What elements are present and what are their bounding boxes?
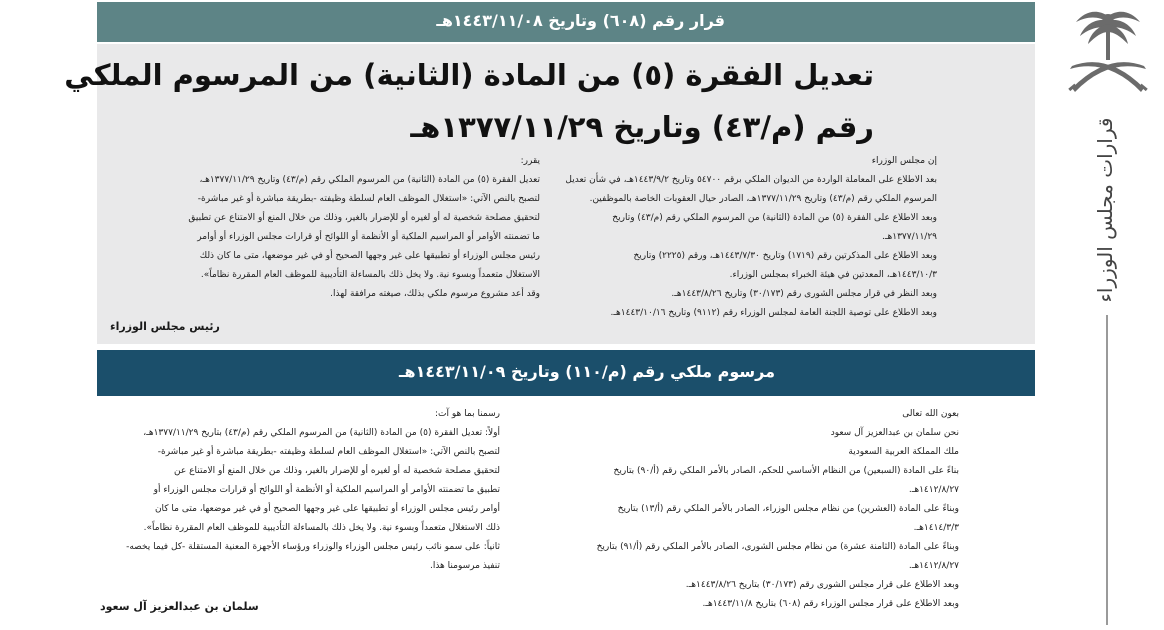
main-title-line-2: رقم (م/٤٣) وتاريخ ١٣٧٧/١١/٢٩هـ: [410, 110, 874, 144]
text-line: ثانياً: على سمو نائب رئيس مجلس الوزراء والوزراء ورؤساء الأجهزة المعنية المستقلة -كل فيما يخصه-: [126, 542, 500, 552]
text-line: وبعد النظر في قرار مجلس الشورى رقم (٣٠/١٧٣) وتاريخ ١٤٤٣/٨/٢٦هـ.: [671, 289, 937, 299]
text-line: وبناءً على المادة (الثامنة عشرة) من نظام مجلس الشورى، الصادر بالأمر الملكي رقم (أ/٩١) بتاريخ: [596, 542, 959, 552]
decree-number-title: مرسوم ملكي رقم (م/١١٠) وتاريخ ١٤٤٣/١١/٠٩هـ: [399, 362, 775, 381]
text-line: أولاً: تعديل الفقرة (٥) من المادة (الثانية) من المرسوم الملكي رقم (م/٤٣) بتاريخ ١٣٧٧/١١/٢٩هـ،: [143, 428, 500, 438]
decree-preamble-column: [539, 405, 959, 614]
text-line: ذلك الاستغلال متعمداً وبسوء نية. ولا يخل ذلك بالمساءلة التأديبية للموظف العام المقررة نظاماً».: [143, 523, 500, 533]
text-line: بناءً على المادة (السبعين) من النظام الأساسي للحكم، الصادر بالأمر الملكي رقم (أ/٩٠) بتاريخ: [613, 466, 959, 476]
king-signature: سلمان بن عبدالعزيز آل سعود: [100, 600, 259, 613]
text-line: نحن سلمان بن عبدالعزيز آل سعود: [830, 428, 959, 438]
text-line: تنفيذ مرسومنا هذا.: [429, 561, 500, 571]
main-title-line-1: تعديل الفقرة (٥) من المادة (الثانية) من المرسوم الملكي: [64, 58, 874, 92]
decision-number-title: قرار رقم (٦٠٨) وتاريخ ١٤٤٣/١١/٠٨هـ: [436, 11, 725, 30]
text-line: ١٤١٢/٨/٢٧هـ.: [908, 561, 959, 571]
text-line: المرسوم الملكي رقم (م/٤٣) وتاريخ ١٣٧٧/١١/٢٩هـ، الصادر حيال العقوبات الخاصة بالموظفين.: [589, 194, 937, 204]
text-line: الاستغلال متعمداً وبسوء نية. ولا يخل ذلك بالمساءلة التأديبية للموظف العام المقررة نظاماً».: [200, 270, 540, 280]
text-line: وبعد الاطلاع على توصية اللجنة العامة لمجلس الوزراء رقم (٩١١٢) وتاريخ ١٤٤٣/١٠/١٦هـ.: [610, 308, 937, 318]
text-line: إن مجلس الوزراء: [871, 156, 937, 166]
text-line: وبعد الاطلاع على قرار مجلس الوزراء رقم (٦٠٨) بتاريخ ١٤٤٣/١١/٨هـ.: [702, 599, 959, 609]
text-line: لتصبح بالنص الآتي: «استغلال الموظف العام لسلطة وظيفته -بطريقة مباشرة أو غير مباشرة-: [157, 447, 500, 457]
decision-header-bar: [97, 2, 1035, 42]
text-line: ١٤٤٣/١٠/٣هـ، المعدتين في هيئة الخبراء بمجلس الوزراء.: [729, 270, 937, 280]
prime-minister-signature: رئيس مجلس الوزراء: [110, 320, 220, 333]
text-line: بعون الله تعالى: [902, 409, 959, 419]
text-line: تعديل الفقرة (٥) من المادة (الثانية) من المرسوم الملكي رقم (م/٤٣) وتاريخ ١٣٧٧/١١/٢٩هـ،: [199, 175, 540, 185]
saudi-emblem-icon: [1058, 4, 1158, 104]
text-line: ملك المملكة العربية السعودية: [848, 447, 959, 457]
decision-resolution-column: [120, 152, 540, 304]
text-line: يقرر:: [520, 156, 540, 166]
sidebar-divider: [1106, 315, 1108, 625]
text-line: ١٣٧٧/١١/٢٩هـ.: [882, 232, 937, 242]
text-line: تطبيق ما تضمنته الأوامر أو المراسيم الملكية أو الأنظمة أو اللوائح أو قرارات مجلس الوزراء أو: [153, 485, 500, 495]
text-line: وقد أعد مشروع مرسوم ملكي بذلك، صيغته مرافقة لهذا.: [330, 289, 540, 299]
text-line: لتصبح بالنص الآتي: «استغلال الموظف العام لسلطة وظيفته -بطريقة مباشرة أو غير مباشرة-: [197, 194, 540, 204]
decision-preamble-column: [517, 152, 937, 323]
decree-orders-column: [100, 405, 500, 576]
text-line: أوامر رئيس مجلس الوزراء أو تطبيقها على غير وجهها الصحيح أو في غير موضعها، متى ما كان: [154, 504, 500, 514]
text-line: بعد الاطلاع على المعاملة الواردة من الديوان الملكي برقم ٥٤٧٠٠ وتاريخ ١٤٤٣/٩/٢هـ، في شأن تعديل: [565, 175, 937, 185]
text-line: ١٤١٢/٨/٢٧هـ.: [908, 485, 959, 495]
text-line: وبعد الاطلاع على الفقرة (٥) من المادة (الثانية) من المرسوم الملكي رقم (م/٤٣) وتاريخ: [612, 213, 937, 223]
sidebar-vertical-title: قرارات مجلس الوزراء: [1093, 117, 1117, 303]
text-line: ما تضمنته الأوامر أو المراسيم الملكية أو الأنظمة أو اللوائح أو قرارات مجلس الوزراء أو أوامر: [197, 232, 540, 242]
text-line: وبعد الاطلاع على قرار مجلس الشورى رقم (٣٠/١٧٣) بتاريخ ١٤٤٣/٨/٢٦هـ.: [685, 580, 959, 590]
decree-header-bar: [97, 350, 1035, 396]
text-line: لتحقيق مصلحة شخصية له أو لغيره أو للإضرار بالغير، وذلك من خلال المنع أو الامتناع عن تطبيق: [188, 213, 540, 223]
text-line: رئيس مجلس الوزراء أو تطبيقها على غير وجهها الصحيح أو في غير موضعها، متى ما كان ذلك: [199, 251, 540, 261]
text-line: لتحقيق مصلحة شخصية له أو لغيره أو للإضرار بالغير، وذلك من خلال المنع أو الامتناع عن: [174, 466, 500, 476]
text-line: وبناءً على المادة (العشرين) من نظام مجلس الوزراء، الصادر بالأمر الملكي رقم (أ/١٣) بتاريخ: [617, 504, 959, 514]
text-line: رسمنا بما هو آت:: [435, 409, 500, 419]
text-line: ١٤١٤/٣/٣هـ.: [913, 523, 959, 533]
text-line: وبعد الاطلاع على المذكرتين رقم (١٧١٩) وتاريخ ١٤٤٣/٧/٣٠هـ، ورقم (٢٢٢٥) وتاريخ: [633, 251, 937, 261]
